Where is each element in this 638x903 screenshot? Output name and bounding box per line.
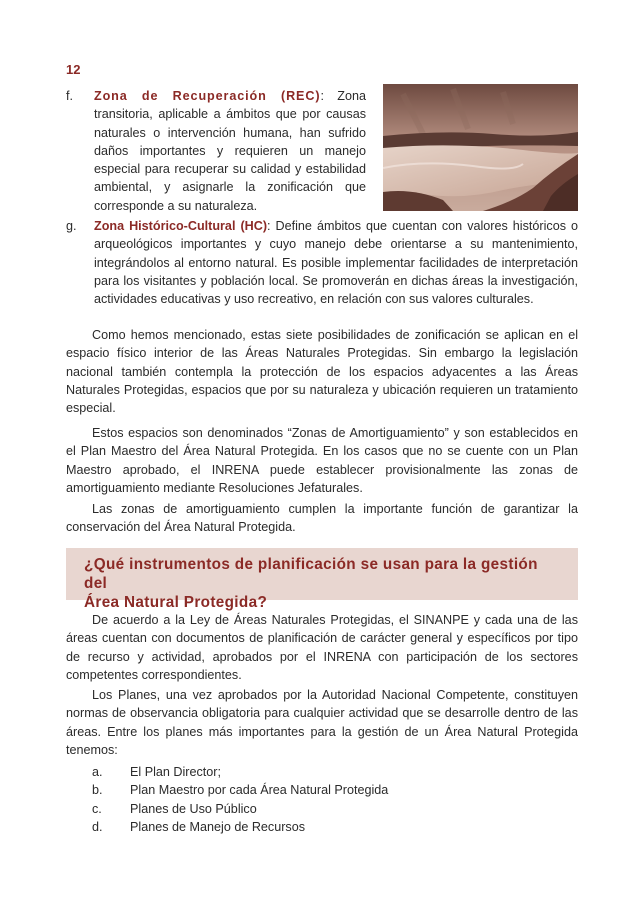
item-term: Zona Histórico-Cultural (HC) xyxy=(94,219,268,233)
zone-item-historico-cultural xyxy=(66,217,578,308)
item-body xyxy=(94,217,578,308)
question-heading xyxy=(84,555,564,612)
page-number: 12 xyxy=(66,62,81,77)
item-text: : Zona transitoria, aplicable a ámbitos que por causas naturales o intervención humana, han sufrido daños importantes y requieren un manejo especial para recuperar su calidad y estabilidad ambiental, y asignarle la zonificación que corresponde a su naturaleza. xyxy=(94,89,366,213)
item-term: Zona de Recuperación (REC) xyxy=(94,89,321,103)
item-body xyxy=(94,87,366,215)
list-text: El Plan Director; xyxy=(130,765,221,779)
river-landscape-image xyxy=(383,84,578,211)
body-paragraph: Las zonas de amortiguamiento cumplen la importante función de garantizar la conservación del Área Natural Protegida. xyxy=(66,502,578,535)
list-letter: d. xyxy=(92,819,103,834)
body-paragraph: Como hemos mencionado, estas siete posibilidades de zonificación se aplican en el espacio físico interior de las Áreas Naturales Protegidas. Sin embargo la legislación nacional también contempla la protección de los espacios adyacentes a las Áreas Naturales Protegidas, espacios que por su naturaleza y ubicación requieren un tratamiento especial. xyxy=(66,328,578,416)
body-paragraph: Estos espacios son denominados “Zonas de Amortiguamiento” y son establecidos en el Plan Maestro del Área Natural Protegida. En los casos que no se cuente con un Plan Maestro aprobado, el INRENA puede establecer provisionalmente las zonas de amortiguamiento mediante Resoluciones Jefaturales. xyxy=(66,426,578,495)
river-landscape-photo xyxy=(383,84,578,211)
list-letter: c. xyxy=(92,801,102,816)
list-letter: b. xyxy=(92,783,103,798)
item-marker: f. xyxy=(66,89,73,103)
question-heading-box xyxy=(66,548,578,611)
list-text: Plan Maestro por cada Área Natural Protegida xyxy=(130,783,389,798)
zone-item-recuperacion xyxy=(66,87,366,215)
question-line-1: ¿Qué instrumentos de planificación se usan para la gestión del xyxy=(84,556,538,592)
list-text: Planes de Uso Público xyxy=(130,801,257,816)
question-line-2: Área Natural Protegida? xyxy=(84,594,268,611)
item-marker: g. xyxy=(66,219,77,233)
body-paragraph: Los Planes, una vez aprobados por la Autoridad Nacional Competente, constituyen normas de observancia obligatoria para cualquier actividad que se desarrolle dentro de las áreas. Entre los planes más importantes para la gestión de un Área Natural Protegida tenemos: xyxy=(66,688,578,757)
list-text: Planes de Manejo de Recursos xyxy=(130,819,306,834)
item-text: : Define ámbitos que cuentan con valores históricos o arqueológicos importantes y cuyo manejo debe orientarse a su mantenimiento, integrándolos al entorno natural. Es posible implementar facilidades de interpretación para los visitantes y población local. Se promoverán en dichas áreas la investigación, actividades educativas y uso recreativo, en relación con sus valores culturales. xyxy=(94,219,578,307)
list-letter: a. xyxy=(92,765,103,779)
body-paragraph: De acuerdo a la Ley de Áreas Naturales Protegidas, el SINANPE y cada una de las áreas cuentan con documentos de planificación de carácter general y específicos por tipo de recurso y actividad, aprobados por el INRENA con participación de los sectores competentes correspondientes. xyxy=(66,613,578,682)
